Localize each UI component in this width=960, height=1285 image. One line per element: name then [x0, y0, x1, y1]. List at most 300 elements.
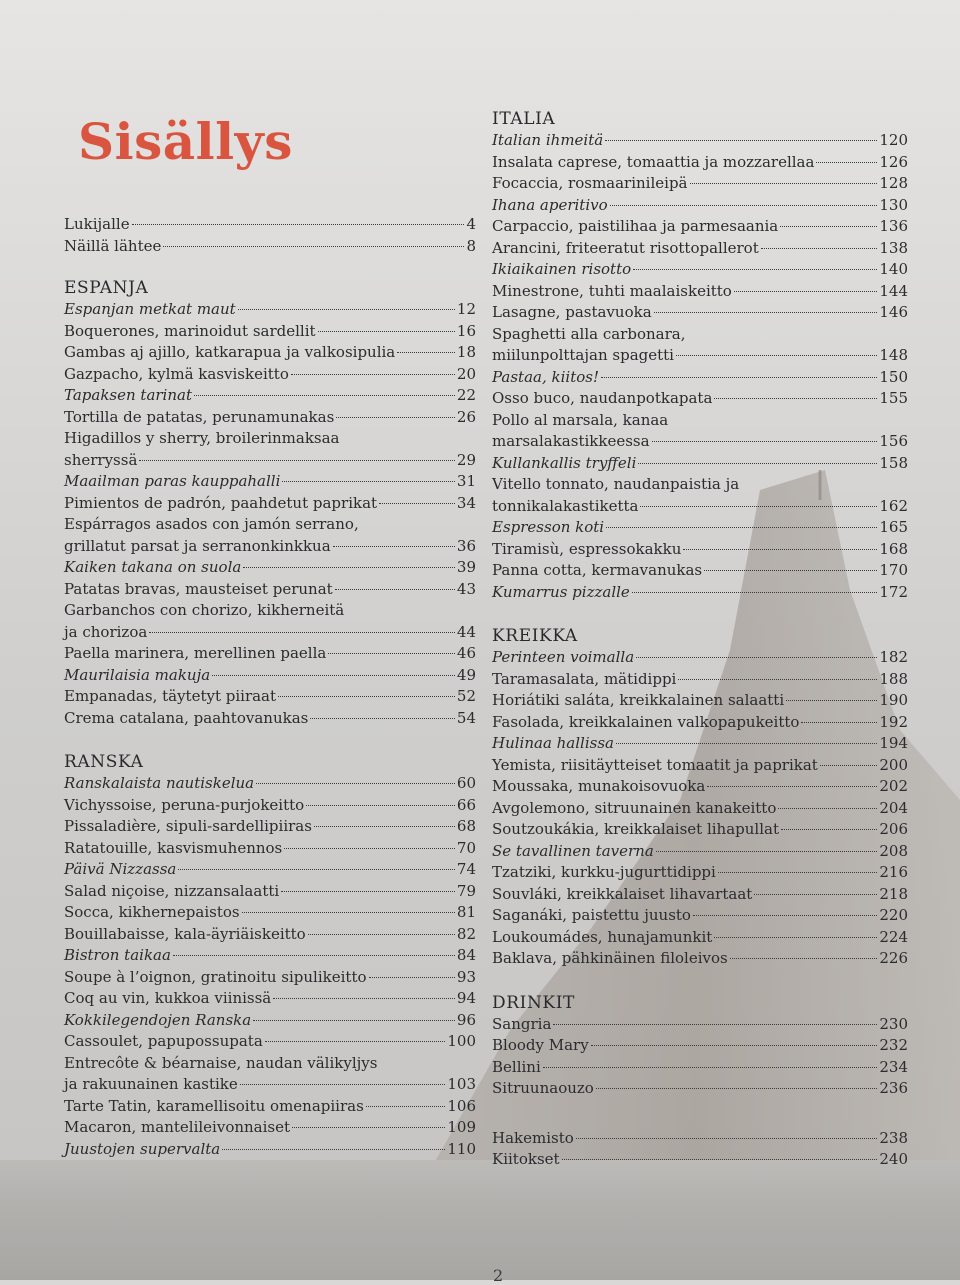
toc-entry	[64, 838, 476, 860]
toc-entry	[64, 214, 476, 236]
dot-leader	[786, 700, 877, 701]
toc-entry-title: Crema catalana, paahtovanukas	[64, 708, 309, 727]
toc-entry-title: Hulinaa hallissa	[492, 734, 614, 752]
toc-entry	[64, 579, 476, 601]
dot-leader	[291, 374, 455, 375]
toc-entry-title: Päivä Nizzassa	[64, 860, 177, 878]
toc-entry-title: Yemista, riisitäytteiset tomaatit ja paprikat	[492, 755, 818, 774]
toc-entry-page: 44	[456, 622, 476, 641]
dot-leader	[314, 826, 455, 827]
toc-entry	[492, 539, 908, 561]
toc-entry	[492, 755, 908, 777]
toc-entry	[64, 342, 476, 364]
toc-entry-title-line: Pollo al marsala, kanaa	[492, 410, 669, 429]
toc-entry-page: 146	[879, 303, 908, 321]
toc-entry	[64, 622, 476, 644]
toc-entry-title: Gazpacho, kylmä kasviskeitto	[64, 364, 289, 383]
dot-leader	[704, 570, 877, 571]
toc-entry-page: 12	[456, 300, 476, 318]
dot-leader	[240, 1084, 446, 1085]
dot-leader	[139, 460, 455, 461]
toc-entry-title: Taramasalata, mätidippi	[492, 669, 677, 688]
toc-entry-page: 226	[879, 949, 908, 967]
toc-entry	[492, 905, 908, 927]
toc-entry	[64, 708, 476, 730]
dot-leader	[243, 567, 455, 568]
dot-leader	[273, 998, 455, 999]
toc-entry-title: Tiramisù, espressokakku	[492, 539, 682, 558]
toc-entry-page: 234	[879, 1057, 908, 1076]
toc-entry-page: 103	[447, 1075, 476, 1093]
dot-leader	[543, 1067, 878, 1068]
toc-left-column	[64, 214, 476, 1160]
toc-entry-title: Bistron taikaa	[64, 946, 171, 964]
section-heading: KREIKKA	[492, 626, 578, 646]
section-heading: RANSKA	[64, 752, 144, 772]
dot-leader	[591, 1045, 878, 1046]
toc-entry	[492, 690, 908, 712]
dot-leader	[278, 696, 455, 697]
toc-entry-page: 20	[456, 364, 476, 383]
section-heading: ITALIA	[492, 109, 556, 129]
toc-entry	[492, 712, 908, 734]
toc-entry-page: 36	[456, 536, 476, 555]
dot-leader	[335, 589, 455, 590]
dot-leader	[265, 1041, 446, 1042]
dot-leader	[553, 1024, 877, 1025]
toc-entry-page: 106	[447, 1096, 476, 1115]
toc-entry	[64, 967, 476, 989]
toc-entry-page: 130	[879, 195, 908, 214]
dot-leader	[734, 291, 878, 292]
toc-entry-title: Loukoumádes, hunajamunkit	[492, 927, 713, 946]
toc-entry	[64, 859, 476, 881]
toc-entry-title: Horiátiki saláta, kreikkalainen salaatti	[492, 691, 785, 709]
toc-entry-title: Macaron, mantelileivonnaiset	[64, 1118, 291, 1136]
toc-entry-page: 81	[456, 903, 476, 921]
toc-entry-page: 194	[879, 734, 908, 752]
toc-entry-title: Tarte Tatin, karamellisoitu omenapiiras	[64, 1096, 364, 1115]
dot-leader	[683, 549, 877, 550]
dot-leader	[149, 632, 455, 633]
toc-entry-title: Kiitokset	[492, 1150, 560, 1168]
toc-entry-title: Gambas aj ajillo, katkarapua ja valkosipulia	[64, 343, 396, 361]
page-number: 2	[493, 1266, 504, 1285]
toc-entry-page: 170	[879, 561, 908, 579]
toc-entry	[492, 819, 908, 841]
toc-entry-title: Ikiaikainen risotto	[492, 260, 632, 278]
dot-leader	[610, 205, 878, 206]
toc-entry-page: 29	[456, 450, 476, 469]
toc-entry	[492, 776, 908, 798]
dot-leader	[678, 679, 877, 680]
toc-entry-page: 206	[879, 820, 908, 838]
dot-leader	[163, 246, 464, 247]
toc-entry-page: 34	[456, 493, 476, 512]
toc-entry-title: miilunpolttajan spagetti	[492, 346, 674, 364]
toc-entry	[64, 1139, 476, 1161]
toc-entry-title: Cassoulet, papupossupata	[64, 1032, 263, 1050]
toc-entry-page: 120	[879, 131, 908, 149]
dot-leader	[379, 503, 455, 504]
toc-entry-title: Maailman paras kauppahalli	[64, 472, 281, 490]
dot-leader	[397, 352, 455, 353]
dot-leader	[333, 546, 455, 547]
toc-entry-page: 158	[879, 453, 908, 472]
toc-entry-page: 136	[879, 217, 908, 235]
dot-leader	[640, 506, 877, 507]
toc-entry-title: Espresson koti	[492, 518, 605, 536]
dot-leader	[328, 653, 455, 654]
dot-leader	[654, 312, 878, 313]
dot-leader	[596, 1088, 878, 1089]
toc-entry-page: 46	[456, 644, 476, 662]
toc-entry	[64, 1096, 476, 1118]
toc-entry-title: Patatas bravas, mausteiset perunat	[64, 579, 333, 598]
toc-entry-page: 66	[456, 795, 476, 814]
toc-entry-page: 236	[879, 1079, 908, 1097]
toc-entry-page: 155	[879, 389, 908, 407]
toc-entry	[492, 517, 908, 539]
toc-entry	[492, 1035, 908, 1057]
dot-leader	[693, 915, 877, 916]
toc-entry-title: Tapaksen tarinat	[64, 386, 192, 404]
toc-entry	[492, 216, 908, 238]
toc-entry-title: Kaiken takana on suola	[64, 558, 242, 576]
dot-leader	[781, 829, 877, 830]
toc-entry-title: Empanadas, täytetyt piiraat	[64, 687, 277, 705]
toc-entry-title: Coq au vin, kukkoa viinissä	[64, 989, 272, 1007]
toc-entry	[492, 453, 908, 475]
toc-entry-title: Saganáki, paistettu juusto	[492, 906, 691, 924]
toc-entry	[64, 236, 476, 258]
toc-entry-page: 230	[879, 1014, 908, 1033]
toc-entry-title: Vichyssoise, peruna-purjokeitto	[64, 795, 305, 814]
toc-entry-title: Paella marinera, merellinen paella	[64, 644, 327, 662]
toc-entry	[64, 299, 476, 321]
toc-entry-page: 60	[456, 774, 476, 792]
toc-entry-title: Fasolada, kreikkalainen valkopapukeitto	[492, 712, 800, 731]
toc-entry	[492, 798, 908, 820]
toc-entry-title-line: Entrecôte & béarnaise, naudan välikyljys	[64, 1053, 378, 1072]
toc-entry-page: 110	[447, 1139, 476, 1158]
dot-leader	[308, 934, 455, 935]
toc-entry-title: Tzatziki, kurkku-jugurttidippi	[492, 863, 716, 881]
dot-leader	[816, 162, 877, 163]
toc-entry	[64, 493, 476, 515]
toc-entry-title: Pissaladière, sipuli-sardellipiiras	[64, 817, 312, 835]
toc-entry-page: 84	[456, 946, 476, 964]
toc-entry	[492, 1057, 908, 1079]
toc-entry-page: 192	[879, 712, 908, 731]
dot-leader	[605, 140, 877, 141]
toc-entry-title: Moussaka, munakoisovuoka	[492, 777, 706, 795]
dot-leader	[714, 937, 877, 938]
toc-entry-title-line: Vitello tonnato, naudanpaistia ja	[492, 475, 740, 493]
dot-leader	[336, 417, 455, 418]
dot-leader	[222, 1149, 445, 1150]
toc-entry-title: marsalakastikkeessa	[492, 432, 650, 450]
dot-leader	[284, 848, 455, 849]
toc-entry-title-line: Spaghetti alla carbonara,	[492, 324, 686, 343]
toc-entry	[492, 152, 908, 174]
toc-entry-page: 68	[456, 817, 476, 835]
toc-entry	[492, 560, 908, 582]
toc-entry	[492, 1128, 908, 1150]
toc-entry-title: Carpaccio, paistilihaa ja parmesaania	[492, 217, 779, 235]
toc-entry-page: 16	[456, 321, 476, 340]
dot-leader	[282, 481, 455, 482]
toc-entry-title: Näillä lähtee	[64, 236, 162, 255]
toc-entry	[64, 536, 476, 558]
toc-entry	[492, 259, 908, 281]
toc-entry	[492, 927, 908, 949]
toc-entry	[492, 345, 908, 367]
toc-entry-page: 39	[456, 558, 476, 576]
toc-entry-page: 150	[879, 367, 908, 386]
toc-entry	[492, 582, 908, 604]
dot-leader	[778, 808, 877, 809]
section-heading: DRINKIT	[492, 992, 575, 1013]
toc-entry-title: Boquerones, marinoidut sardellit	[64, 321, 316, 340]
toc-entry-title-line: Espárragos asados con jamón serrano,	[64, 515, 359, 533]
dot-leader	[238, 309, 455, 310]
toc-entry	[492, 173, 908, 195]
toc-entry-title: Ranskalaista nautiskelua	[64, 774, 255, 792]
dot-leader	[562, 1159, 878, 1160]
dot-leader	[656, 851, 878, 852]
toc-entry	[492, 496, 908, 518]
page-title: Sisällys	[78, 112, 293, 171]
toc-entry-page: 93	[456, 967, 476, 986]
toc-entry-title: Ratatouille, kasvismuhennos	[64, 838, 283, 857]
toc-entry-title: Insalata caprese, tomaattia ja mozzarellaa	[492, 152, 815, 171]
toc-entry	[492, 733, 908, 755]
dot-leader	[601, 377, 877, 378]
toc-entry-title: Soupe à l’oignon, gratinoitu sipulikeitto	[64, 967, 367, 986]
toc-entry-title: Bouillabaisse, kala-äyriäiskeitto	[64, 924, 306, 943]
dot-leader	[820, 765, 878, 766]
dot-leader	[801, 722, 877, 723]
toc-entry-title-line: Higadillos y sherry, broilerinmaksaa	[64, 429, 340, 447]
toc-entry-page: 82	[456, 924, 476, 943]
toc-entry-title: Sitruunaouzo	[492, 1079, 594, 1097]
toc-entry-page: 109	[447, 1118, 476, 1136]
toc-entry-page: 218	[879, 884, 908, 903]
toc-entry	[64, 1074, 476, 1096]
toc-entry-page: 8	[466, 236, 476, 255]
toc-entry-title: Perinteen voimalla	[492, 648, 635, 666]
toc-entry-title: Tortilla de patatas, perunamunakas	[64, 407, 335, 426]
dot-leader	[292, 1127, 445, 1128]
toc-entry	[64, 1010, 476, 1032]
dot-leader	[761, 248, 878, 249]
dot-leader	[780, 226, 877, 227]
toc-entry-page: 165	[879, 518, 908, 536]
dot-leader	[366, 1106, 446, 1107]
toc-entry-title: Panna cotta, kermavanukas	[492, 561, 703, 579]
toc-entry	[64, 902, 476, 924]
dot-leader	[212, 675, 455, 676]
toc-entry	[64, 988, 476, 1010]
toc-entry	[64, 816, 476, 838]
toc-entry-page: 220	[879, 906, 908, 924]
dot-leader	[632, 592, 878, 593]
toc-entry-title: Lukijalle	[64, 215, 130, 233]
toc-entry-title: Juustojen supervalta	[64, 1139, 221, 1158]
toc-entry-page: 224	[879, 927, 908, 946]
toc-entry-page: 94	[456, 989, 476, 1007]
dot-leader	[606, 527, 877, 528]
toc-entry-title: Socca, kikhernepaistos	[64, 903, 240, 921]
toc-entry	[492, 1078, 908, 1100]
toc-entry-page: 4	[466, 215, 476, 233]
toc-entry	[64, 471, 476, 493]
toc-entry	[64, 385, 476, 407]
toc-entry-title: Pastaa, kiitos!	[492, 367, 599, 386]
toc-entry-title: Baklava, pähkinäinen filoleivos	[492, 949, 728, 967]
toc-right-column	[492, 108, 908, 1171]
toc-entry-page: 49	[456, 665, 476, 684]
toc-entry-page: 31	[456, 472, 476, 490]
toc-entry-page: 232	[879, 1036, 908, 1054]
toc-entry	[492, 431, 908, 453]
dot-leader	[714, 398, 877, 399]
toc-entry-page: 126	[879, 152, 908, 171]
toc-entry-title: Minestrone, tuhti maalaiskeitto	[492, 281, 732, 300]
dot-leader	[306, 805, 455, 806]
toc-entry-title: Italian ihmeitä	[492, 131, 604, 149]
toc-entry-page: 140	[879, 260, 908, 278]
dot-leader	[253, 1020, 455, 1021]
toc-entry-title: Hakemisto	[492, 1128, 574, 1147]
toc-entry-page: 204	[879, 798, 908, 817]
dot-leader	[690, 183, 878, 184]
dot-leader	[754, 894, 877, 895]
toc-entry	[492, 367, 908, 389]
toc-entry-page: 74	[456, 860, 476, 878]
toc-entry	[64, 643, 476, 665]
toc-entry	[492, 948, 908, 970]
toc-entry-title: Salad niçoise, nizzansalaatti	[64, 881, 280, 900]
toc-entry-page: 144	[879, 281, 908, 300]
toc-entry	[64, 1117, 476, 1139]
dot-leader	[707, 786, 877, 787]
dot-leader	[633, 269, 877, 270]
toc-entry-page: 182	[879, 648, 908, 666]
toc-entry	[492, 281, 908, 303]
toc-entry-title: Pimientos de padrón, paahdetut paprikat	[64, 493, 378, 512]
toc-entry	[492, 130, 908, 152]
toc-entry	[492, 841, 908, 863]
toc-entry-title: tonnikalakastiketta	[492, 496, 639, 515]
toc-entry	[64, 881, 476, 903]
toc-entry-page: 238	[879, 1128, 908, 1147]
toc-entry	[492, 302, 908, 324]
toc-entry-title: Osso buco, naudanpotkapata	[492, 389, 713, 407]
toc-entry-page: 172	[879, 582, 908, 601]
dot-leader	[576, 1138, 878, 1139]
toc-entry-title: Espanjan metkat maut	[64, 300, 236, 318]
toc-entry-page: 208	[879, 841, 908, 860]
toc-entry-page: 79	[456, 881, 476, 900]
toc-entry	[64, 665, 476, 687]
toc-entry-page: 70	[456, 838, 476, 857]
toc-entry-title: sherryssä	[64, 450, 138, 469]
dot-leader	[369, 977, 455, 978]
dot-leader	[310, 718, 455, 719]
toc-entry	[64, 364, 476, 386]
toc-entry-page: 18	[456, 343, 476, 361]
toc-entry-title: Bloody Mary	[492, 1036, 589, 1054]
toc-entry	[492, 862, 908, 884]
dot-leader	[242, 912, 455, 913]
toc-entry-page: 26	[456, 407, 476, 426]
toc-entry	[492, 1149, 908, 1171]
toc-entry	[64, 321, 476, 343]
toc-entry	[492, 195, 908, 217]
toc-entry-page: 168	[879, 539, 908, 558]
toc-entry-title: Bellini	[492, 1057, 541, 1076]
toc-entry	[64, 557, 476, 579]
toc-entry-page: 43	[456, 579, 476, 598]
dot-leader	[318, 331, 455, 332]
dot-leader	[730, 958, 878, 959]
toc-entry-title: Ihana aperitivo	[492, 195, 608, 214]
toc-entry-page: 148	[879, 346, 908, 364]
toc-entry-title: ja rakuunainen kastike	[64, 1075, 238, 1093]
dot-leader	[178, 869, 455, 870]
toc-entry	[492, 884, 908, 906]
toc-entry-page: 52	[456, 687, 476, 705]
dot-leader	[636, 657, 877, 658]
toc-entry-title: grillatut parsat ja serranonkinkkua	[64, 536, 331, 555]
dot-leader	[194, 395, 455, 396]
toc-entry	[64, 450, 476, 472]
toc-entry-title: Focaccia, rosmaarinileipä	[492, 174, 688, 192]
toc-entry-title: Souvláki, kreikkalaiset lihavartaat	[492, 884, 753, 903]
page-bottom-edge	[0, 1160, 960, 1280]
toc-entry-page: 202	[879, 777, 908, 795]
toc-entry	[492, 1014, 908, 1036]
toc-entry-page: 22	[456, 386, 476, 404]
toc-entry-page: 188	[879, 669, 908, 688]
toc-entry-page: 240	[879, 1150, 908, 1168]
toc-entry-page: 96	[456, 1010, 476, 1029]
toc-entry-title-line: Garbanchos con chorizo, kikherneitä	[64, 601, 345, 619]
toc-entry-page: 156	[879, 432, 908, 450]
dot-leader	[652, 441, 878, 442]
toc-entry	[64, 407, 476, 429]
toc-entry	[64, 773, 476, 795]
toc-entry-page: 100	[447, 1032, 476, 1050]
toc-entry	[492, 388, 908, 410]
toc-entry-title: Se tavallinen taverna	[492, 841, 654, 860]
toc-entry-title: Avgolemono, sitruunainen kanakeitto	[492, 798, 777, 817]
toc-entry-title: Sangria	[492, 1014, 552, 1033]
dot-leader	[173, 955, 455, 956]
toc-entry-page: 216	[879, 863, 908, 881]
toc-entry-title: Kokkilegendojen Ranska	[64, 1010, 252, 1029]
toc-entry-title: Soutzoukákia, kreikkalaiset lihapullat	[492, 820, 779, 838]
toc-entry	[492, 669, 908, 691]
dot-leader	[676, 355, 877, 356]
toc-entry-page: 138	[879, 238, 908, 257]
toc-entry-title: Maurilaisia makuja	[64, 665, 211, 684]
toc-entry-title: Kullankallis tryffeli	[492, 453, 637, 472]
toc-entry-page: 54	[456, 708, 476, 727]
toc-entry-title: Kumarrus pizzalle	[492, 582, 630, 601]
